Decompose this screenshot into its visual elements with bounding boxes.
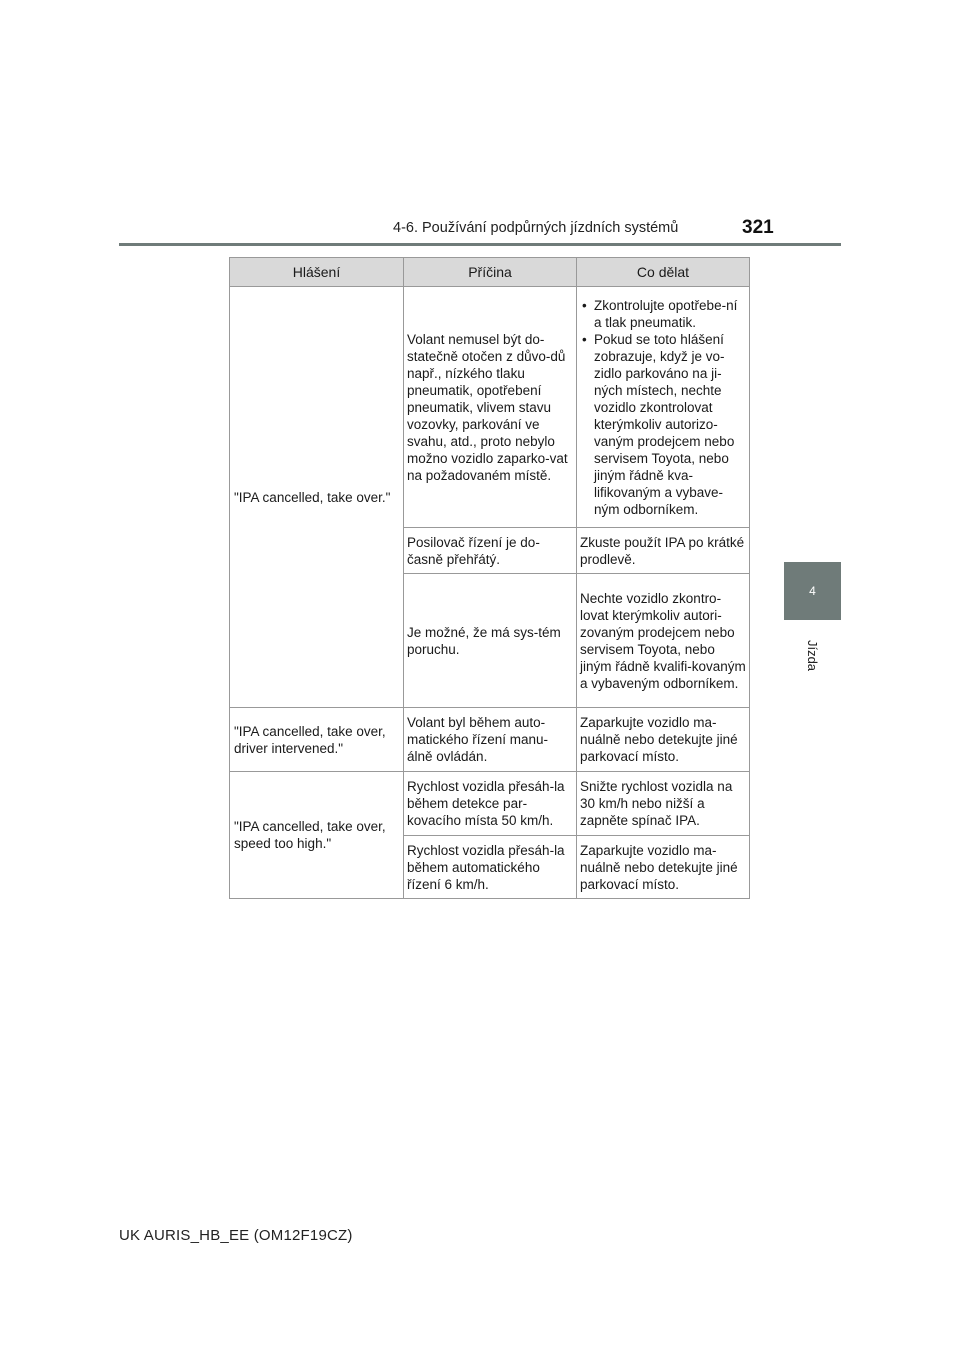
- message-cell: "IPA cancelled, take over, driver intervened.": [230, 708, 404, 772]
- action-cell: Nechte vozidlo zkontro-lovat kterýmkoliv autori-zovaným prodejcem nebo servisem Toyota, nebo jiným řádně kvalifi-kovaným a vybaveným odborníkem.: [577, 574, 750, 708]
- action-list: [580, 297, 746, 518]
- chapter-number: 4: [809, 584, 816, 598]
- chapter-label-container: [784, 630, 841, 680]
- chapter-tab: [784, 562, 841, 620]
- footer-model-code: UK AURIS_HB_EE (OM12F19CZ): [119, 1227, 353, 1244]
- cause-cell: Rychlost vozidla přesáh-la během automatického řízení 6 km/h.: [404, 836, 577, 899]
- message-table: [229, 257, 750, 899]
- table-row: [230, 287, 750, 528]
- table-row: [230, 708, 750, 772]
- page-number: 321: [742, 217, 774, 238]
- table-header-row: [230, 258, 750, 287]
- section-title: 4-6. Používání podpůrných jízdních systémů: [393, 220, 679, 236]
- action-cell: [577, 287, 750, 528]
- column-header-cause: Příčina: [404, 258, 577, 287]
- list-item: • Zkontrolujte opotřebe-ní a tlak pneumatik.: [580, 297, 746, 331]
- action-cell: Zaparkujte vozidlo ma-nuálně nebo detekujte jiné parkovací místo.: [577, 836, 750, 899]
- cause-cell: Volant nemusel být do-statečně otočen z důvo-dů např., nízkého tlaku pneumatik, opotřebení pneumatik, vlivem stavu vozovky, parkování ve svahu, atd., proto nebylo možno vozidlo zaparko-vat na požadovaném místě.: [404, 287, 577, 528]
- action-cell: Zkuste použít IPA po krátké prodlevě.: [577, 528, 750, 574]
- message-cell: "IPA cancelled, take over, speed too high.": [230, 772, 404, 899]
- cause-cell: Je možné, že má sys-tém poruchu.: [404, 574, 577, 708]
- cause-cell: Rychlost vozidla přesáh-la během detekce par-kovacího místa 50 km/h.: [404, 772, 577, 836]
- header-divider: [119, 243, 841, 246]
- action-cell: Snižte rychlost vozidla na 30 km/h nebo nižší a zapněte spínač IPA.: [577, 772, 750, 836]
- action-cell: Zaparkujte vozidlo ma-nuálně nebo detekujte jiné parkovací místo.: [577, 708, 750, 772]
- table-row: [230, 772, 750, 836]
- chapter-label: Jízda: [804, 639, 820, 671]
- list-item: • Pokud se toto hlášení zobrazuje, když je vo-zidlo parkováno na ji-ných místech, nechte vozidlo zkontrolovat kterýmkoliv autorizo-vaným prodejcem nebo servisem Toyota, nebo jiným řádně kva-lifikovaným a vybave-ným odborníkem.: [580, 331, 746, 518]
- column-header-action: Co dělat: [577, 258, 750, 287]
- column-header-message: Hlášení: [230, 258, 404, 287]
- message-cell: "IPA cancelled, take over.": [230, 287, 404, 708]
- cause-cell: Posilovač řízení je do-časně přehřátý.: [404, 528, 577, 574]
- cause-cell: Volant byl během auto-matického řízení manu-álně ovládán.: [404, 708, 577, 772]
